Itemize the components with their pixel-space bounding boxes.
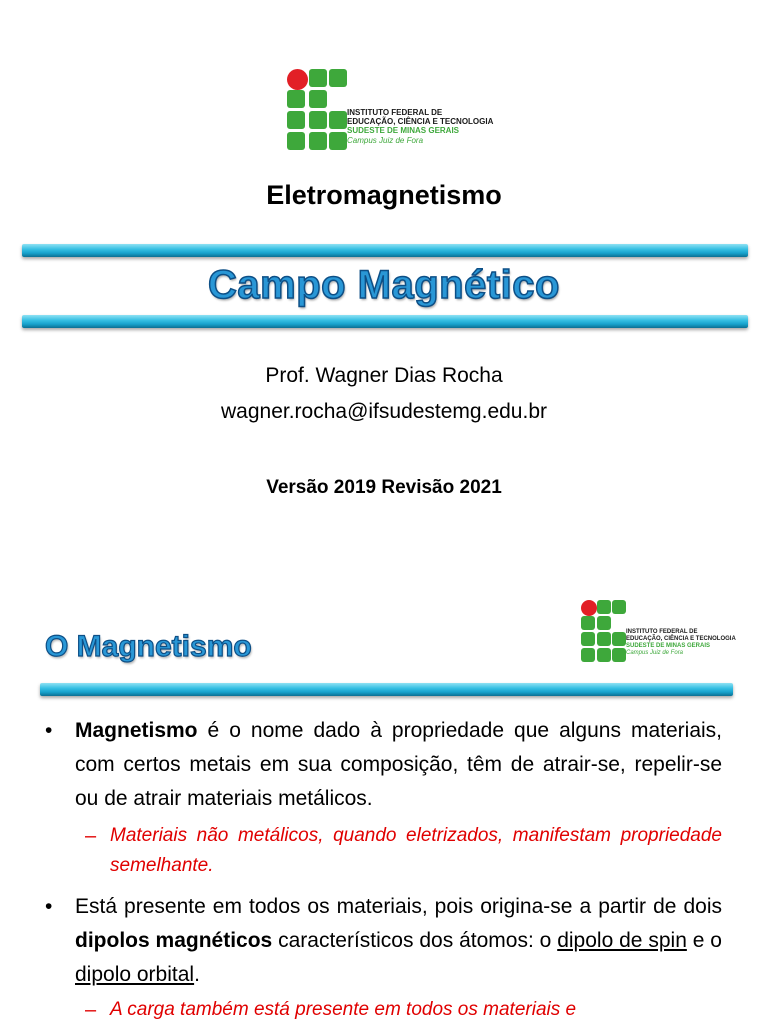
title-bar-top	[22, 244, 748, 257]
logo-text: INSTITUTO FEDERAL DE EDUCAÇÃO, CIÊNCIA E TECNOLOGIA SUDESTE DE MINAS GERAIS Campus Juiz de Fora	[626, 629, 736, 656]
bullet-2-text-c: e o	[686, 929, 722, 952]
author-email: wagner.rocha@ifsudestemg.edu.br	[220, 400, 547, 423]
bullet-2	[75, 890, 722, 992]
dash-icon: –	[85, 825, 97, 847]
course-title: Eletromagnetismo	[266, 180, 502, 210]
bullet-1-bold: Magnetismo	[75, 719, 198, 742]
dipolo-orbital-term: dipolo orbital	[75, 963, 195, 986]
bullet-2-bold: dipolos magnéticos	[75, 929, 273, 952]
ifsudeste-logo	[285, 66, 494, 156]
bullet-1	[75, 714, 722, 816]
dash-icon: –	[85, 999, 97, 1021]
dipolo-spin-term: dipolo de spin	[557, 929, 687, 952]
ifsudeste-logo-small	[580, 598, 740, 664]
logo-text: INSTITUTO FEDERAL DE EDUCAÇÃO, CIÊNCIA E TECNOLOGIA SUDESTE DE MINAS GERAIS Campus Juiz de Fora	[347, 108, 494, 145]
author-name: Prof. Wagner Dias Rocha	[265, 364, 503, 387]
bullet-2-text-d: .	[194, 963, 200, 986]
bullet-icon: •	[45, 719, 53, 742]
bullet-1-text: é o nome dado à propriedade que alguns materiais, com certos metais em sua composição, têm de atrair-se, repelir-se ou de atrair materiais metálicos.	[75, 719, 722, 810]
bullet-icon: •	[45, 895, 53, 918]
section-title: O Magnetismo	[45, 630, 252, 663]
bullet-2-text-a: Está presente em todos os materiais, pois origina-se a partir de dois	[75, 895, 722, 918]
bullet-2-text-b: característicos dos átomos: o	[272, 929, 558, 952]
slide-title: Campo Magnético	[208, 263, 560, 307]
title-bar-bottom	[22, 315, 748, 328]
sub-bullet-2: A carga também está presente em todos os materiais e	[110, 999, 577, 1020]
section-bar	[40, 683, 733, 696]
sub-bullet-1: Materiais não metálicos, quando eletrizados, manifestam propriedade semelhante.	[110, 825, 722, 876]
version-label: Versão 2019 Revisão 2021	[266, 477, 502, 498]
